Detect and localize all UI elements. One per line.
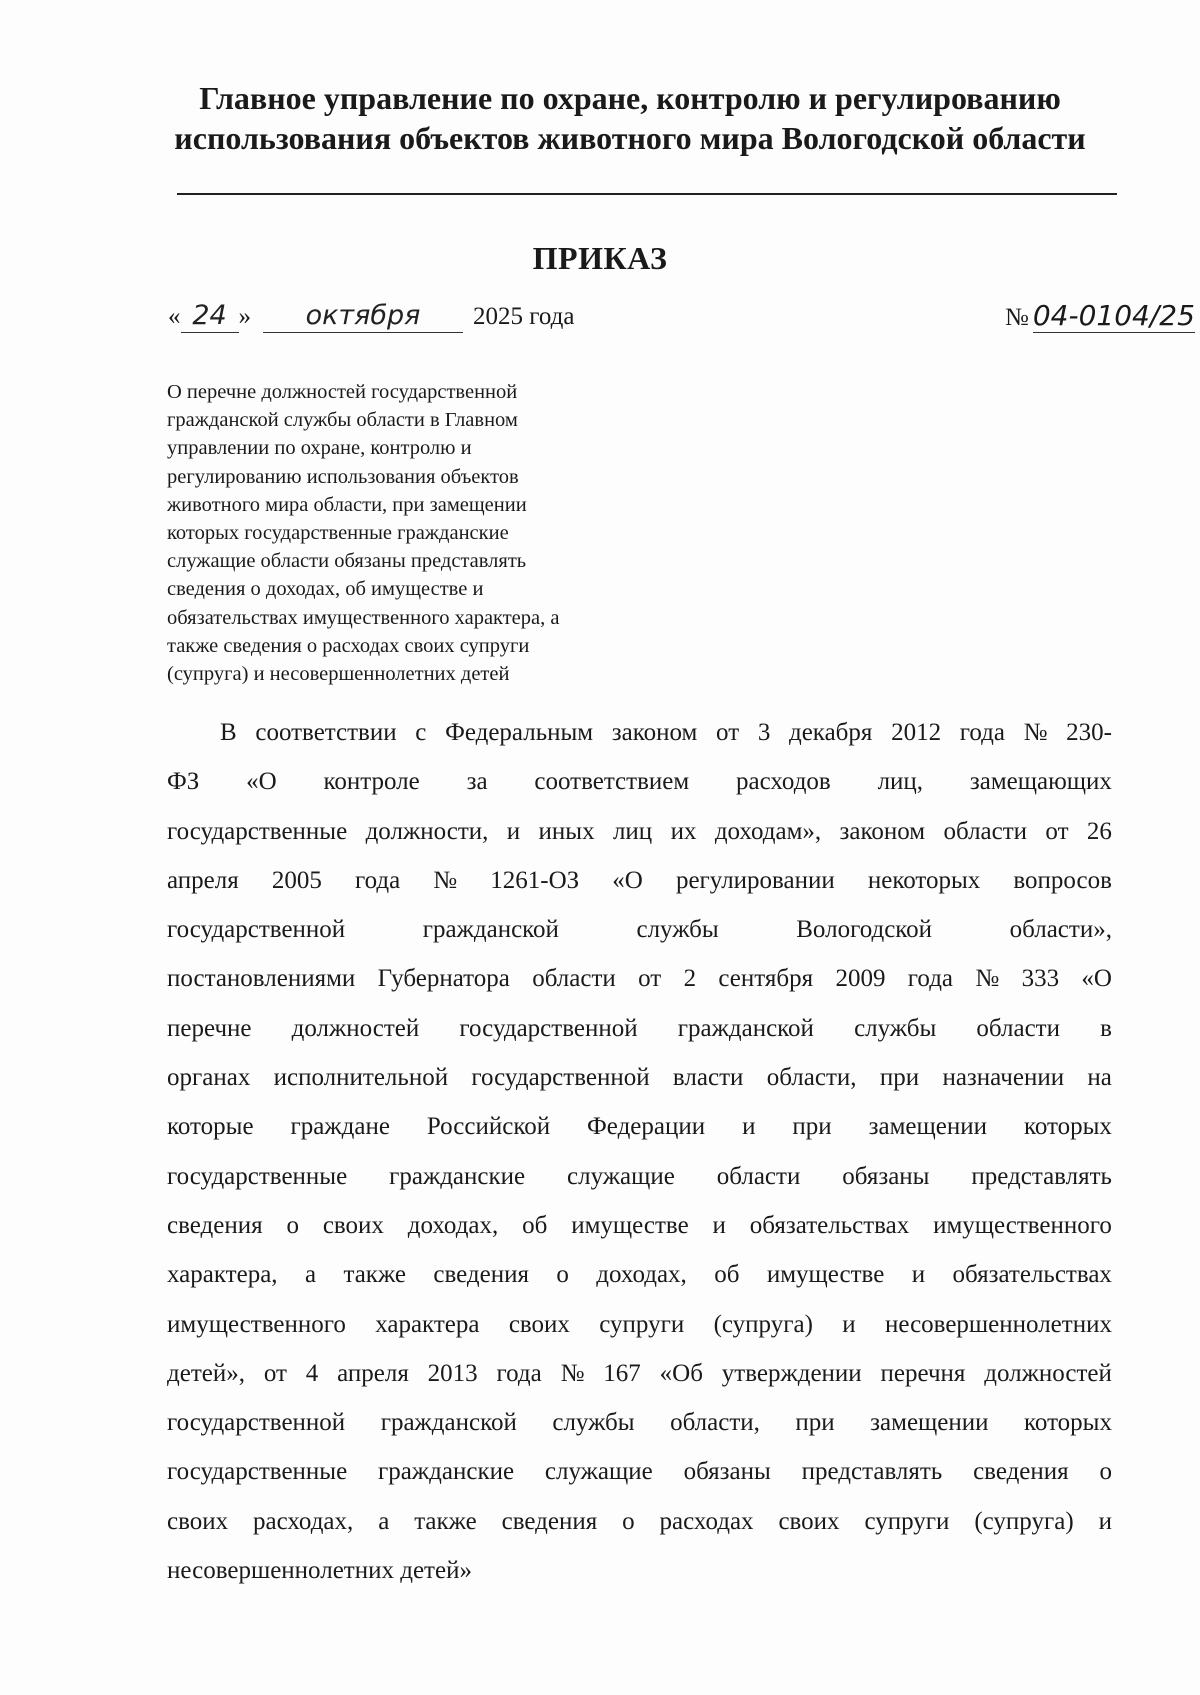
body-line: В соответствии с Федеральным законом от 3 декабря 2012 года № 230- <box>220 719 1112 746</box>
subject-line: гражданской службы области в Главном <box>167 409 518 432</box>
date-month-handwritten: октября <box>263 300 463 333</box>
order-body <box>167 708 1112 1595</box>
body-line: органах исполнительной государственной власти области, при назначении на <box>167 1064 1112 1092</box>
header-line-1: Главное управление по охране, контролю и регулированию <box>199 80 1061 116</box>
body-line: сведения о своих доходах, об имуществе и обязательствах имущественного <box>167 1211 1112 1239</box>
order-number <box>1005 300 1195 333</box>
body-line: государственной гражданской службы области, при замещении которых <box>167 1409 1112 1437</box>
body-line: своих расходах, а также сведения о расходах своих супруги (супруга) и <box>167 1507 1112 1535</box>
subject-line: также сведения о расходах своих супруги <box>167 634 530 657</box>
body-line: детей», от 4 апреля 2013 года № 167 «Об утверждении перечня должностей <box>167 1359 1112 1387</box>
number-value-handwritten: 04-0104/25 <box>1032 299 1195 332</box>
header-line-2: использования объектов животного мира Вологодской области <box>174 120 1086 156</box>
date-open-quote: « <box>168 303 181 330</box>
subject-line: животного мира области, при замещении <box>167 493 527 516</box>
body-line: характера, а также сведения о доходах, об имуществе и обязательствах <box>167 1261 1112 1289</box>
body-line: которые граждане Российской Федерации и при замещении которых <box>167 1113 1112 1141</box>
body-line: государственные гражданские служащие области обязаны представлять <box>167 1162 1112 1190</box>
body-line: ФЗ «О контроле за соответствием расходов лиц, замещающих <box>167 768 1112 796</box>
subject-line: регулированию использования объектов <box>167 465 519 488</box>
order-date <box>168 300 574 340</box>
body-line: постановлениями Губернатора области от 2 сентября 2009 года № 333 «О <box>167 965 1112 993</box>
subject-line: сведения о доходах, об имуществе и <box>167 578 484 601</box>
subject-line: обязательствах имущественного характера, а <box>167 606 560 629</box>
body-line: государственные должности, и иных лиц их доходам», законом области от 26 <box>167 817 1112 845</box>
body-line: государственные гражданские служащие обязаны представлять сведения о <box>167 1458 1112 1486</box>
date-year: 2025 года <box>473 303 575 330</box>
date-day-handwritten: 24 <box>181 300 239 333</box>
document-title: ПРИКАЗ <box>532 240 668 276</box>
subject-line: О перечне должностей государственной <box>167 381 518 403</box>
subject-line: (супруга) и несовершеннолетних детей <box>167 663 510 686</box>
header-divider <box>177 193 1117 195</box>
subject-line: управлении по охране, контролю и <box>167 437 472 460</box>
body-line: апреля 2005 года № 1261-ОЗ «О регулировании некоторых вопросов <box>167 866 1112 894</box>
body-line: имущественного характера своих супруги (супруга) и несовершеннолетних <box>167 1310 1112 1338</box>
document-header <box>150 78 1110 158</box>
body-line: перечне должностей государственной гражданской службы области в <box>167 1014 1112 1042</box>
body-line: несовершеннолетних детей» <box>167 1557 472 1585</box>
number-prefix: № <box>1005 304 1029 331</box>
order-subject <box>167 378 647 688</box>
subject-line: служащие области обязаны представлять <box>167 550 527 573</box>
body-line: государственной гражданской службы Вологодской области», <box>167 916 1112 944</box>
date-close-quote: » <box>238 303 251 330</box>
subject-line: которых государственные гражданские <box>167 522 509 545</box>
